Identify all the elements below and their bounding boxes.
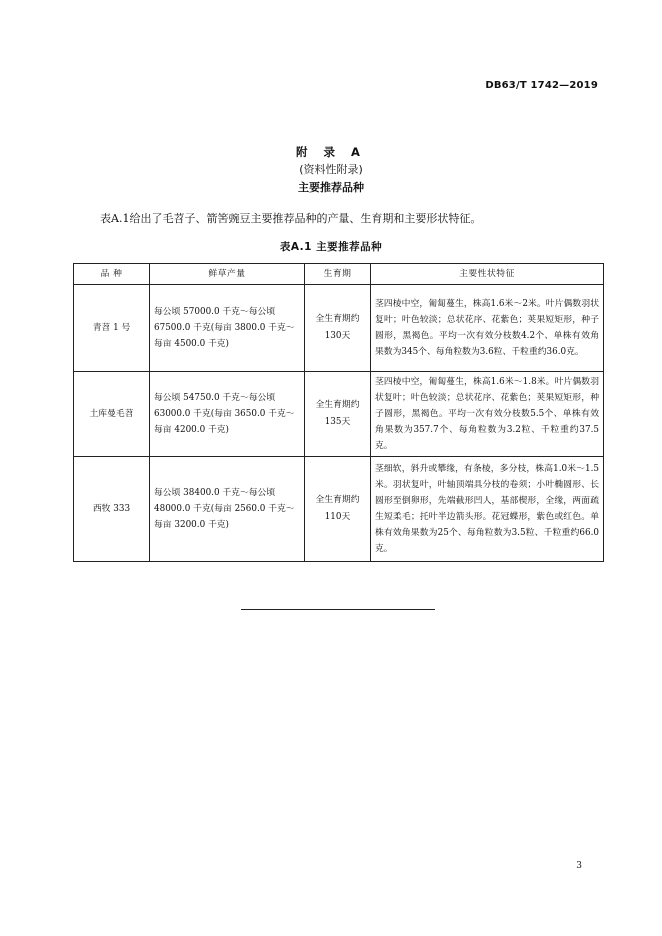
- period-cell: 全生育期约130天: [305, 285, 371, 372]
- traits-cell: 茎细软，斜升或攀缘，有条棱，多分枝，株高1.0米～1.5米。羽状复叶，叶轴顶端具分枝的卷须；小叶椭圆形、长圆形至倒卵形，先端截形凹人，基部楔形，全缘，两面疏生短柔毛；托叶半边箭头形。花冠蝶形，紫色或红色。单株有效角果数为25个、每角粒数为3.5粒、千粒重约66.0克。: [371, 457, 604, 562]
- recommended-varieties-table: [73, 263, 604, 562]
- header-variety: 品 种: [74, 264, 150, 285]
- table-row: [74, 372, 604, 457]
- page-number: 3: [576, 861, 582, 871]
- header-traits: 主要性状特征: [371, 264, 604, 285]
- appendix-type: (资料性附录): [299, 163, 363, 176]
- traits-cell: 茎四棱中空，匍匐蔓生，株高1.6米～1.8米。叶片偶数羽状复叶；叶色较淡；总状花序、花紫色；荚果短矩形，种子圆形，黑褐色。平均一次有效分枝数5.5个、单株有效角果数为357.7个、每角粒数为3.2粒、千粒重约37.5克。: [371, 372, 604, 457]
- table-header-row: [74, 264, 604, 285]
- period-cell: 全生育期约135天: [305, 372, 371, 457]
- appendix-subject: 主要推荐品种: [298, 181, 364, 194]
- table-row: [74, 285, 604, 372]
- table-row: [74, 457, 604, 562]
- appendix-heading: [0, 143, 662, 197]
- appendix-title: 附 录 A: [296, 145, 366, 159]
- standard-code: DB63/T 1742—2019: [485, 80, 598, 91]
- table-caption: 表A.1 主要推荐品种: [279, 241, 383, 253]
- intro-paragraph: 表A.1给出了毛苕子、箭筈豌豆主要推荐品种的产量、生育期和主要形状特征。: [100, 212, 482, 225]
- yield-cell: 每公顷 38400.0 千克～每公顷48000.0 千克(每亩 2560.0 千克～每亩 3200.0 千克): [150, 457, 305, 562]
- variety-cell: 土库曼毛苕: [74, 372, 150, 457]
- header-period: 生育期: [305, 264, 371, 285]
- variety-cell: 西牧 333: [74, 457, 150, 562]
- period-cell: 全生育期约110天: [305, 457, 371, 562]
- traits-cell: 茎四棱中空，匍匐蔓生，株高1.6米～2米。叶片偶数羽状复叶；叶色较淡；总状花序、花紫色；荚果短矩形，种子圆形，黑褐色。平均一次有效分枝数4.2个、单株有效角果数为345个、每角粒数为3.6粒、千粒重约36.0克。: [371, 285, 604, 372]
- header-yield: 鲜草产量: [150, 264, 305, 285]
- variety-cell: 青苕 1 号: [74, 285, 150, 372]
- yield-cell: 每公顷 57000.0 千克～每公顷67500.0 千克(每亩 3800.0 千克～每亩 4500.0 千克): [150, 285, 305, 372]
- end-divider: [241, 609, 435, 610]
- yield-cell: 每公顷 54750.0 千克～每公顷63000.0 千克(每亩 3650.0 千克～每亩 4200.0 千克): [150, 372, 305, 457]
